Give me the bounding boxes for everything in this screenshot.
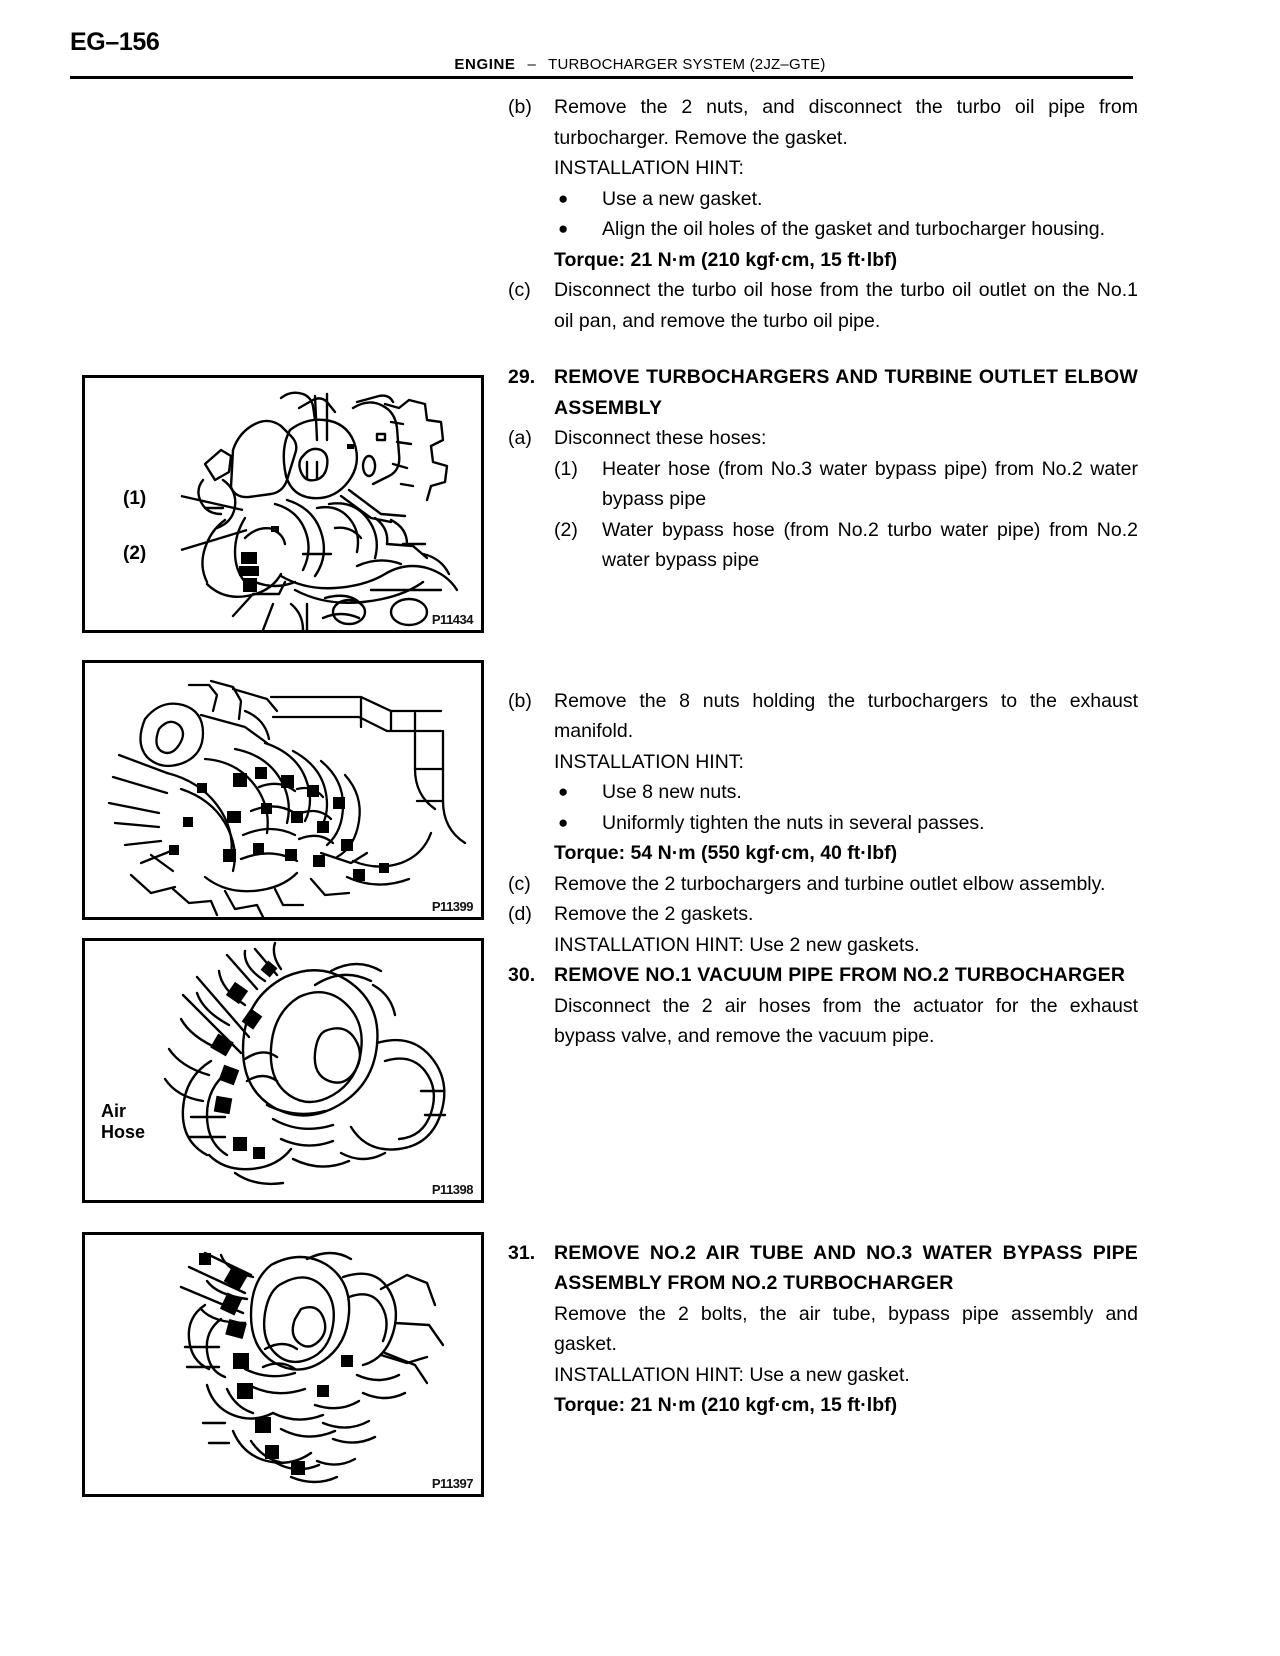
spacer-figure-gap — [508, 576, 1138, 686]
step-29b-torque: Torque: 54 N·m (550 kgf·cm, 40 ft·lbf) — [554, 842, 898, 864]
step-30-text: Disconnect the 2 air hoses from the actuator for the exhaust bypass valve, and remove the vacuum pipe. — [554, 994, 1138, 1047]
step-29d-marker: (d) — [508, 903, 532, 925]
header-dash: – — [527, 56, 537, 73]
step-28b-text: Remove the 2 nuts, and disconnect the turbo oil pipe from turbocharger. Remove the gasket. — [554, 96, 1138, 149]
step-29b-hint-label: INSTALLATION HINT: — [554, 750, 744, 773]
figure-vacuum-pipe-actuator — [82, 938, 484, 1203]
step-29a-text: Disconnect these hoses: — [554, 427, 767, 449]
figure-4-illustration — [85, 1235, 481, 1494]
step-29b-torque-row — [508, 838, 1138, 869]
figure-3-label-line-1: Air — [101, 1101, 127, 1121]
step-29a — [508, 423, 1138, 454]
bullet-dot-icon: ● — [558, 188, 569, 208]
spacer-before-step-29 — [508, 336, 1138, 362]
step-31-hint: INSTALLATION HINT: Use a new gasket. — [554, 1363, 910, 1386]
step-29c-marker: (c) — [508, 872, 531, 895]
step-28b-marker: (b) — [508, 96, 532, 118]
step-31-text: Remove the 2 bolts, the air tube, bypass pipe assembly and gasket. — [554, 1302, 1138, 1355]
step-29d-text: Remove the 2 gaskets. — [554, 903, 754, 925]
page-header — [0, 0, 1280, 80]
step-28b — [508, 92, 1138, 153]
step-29a-item-1-marker: (1) — [554, 457, 578, 480]
step-31-heading — [508, 1238, 1138, 1299]
step-29b-bullet-1-text: Use 8 new nuts. — [602, 781, 742, 803]
step-28b-hint-label-row — [508, 153, 1138, 184]
step-29-number: 29. — [508, 366, 536, 388]
step-29a-marker: (a) — [508, 427, 532, 449]
step-29b-bullet-2-text: Uniformly tighten the nuts in several passes. — [602, 811, 985, 834]
step-28b-bullet-1 — [554, 184, 1138, 215]
figure-3-air-hose-label — [101, 1101, 145, 1143]
figure-3-label-line-2: Hose — [101, 1122, 146, 1142]
step-28b-bullet-2-text: Align the oil holes of the gasket and turbocharger housing. — [602, 218, 1106, 240]
header-section-title — [0, 56, 1280, 73]
step-28c — [508, 275, 1138, 336]
step-28b-torque-row — [508, 245, 1138, 276]
step-29d — [508, 899, 1138, 930]
step-30-heading — [508, 960, 1138, 991]
step-31-torque: Torque: 21 N·m (210 kgf·cm, 15 ft·lbf) — [554, 1394, 898, 1416]
figure-4-id: P11397 — [431, 1476, 473, 1491]
bullet-dot-icon: ● — [558, 219, 569, 238]
figure-2-illustration — [85, 663, 481, 917]
step-31-hint-row — [508, 1360, 1138, 1391]
figure-1-callout-2: (2) — [123, 543, 147, 564]
step-28b-hint-label: INSTALLATION HINT: — [554, 157, 744, 179]
step-29-heading — [508, 362, 1138, 423]
header-subject: TURBOCHARGER SYSTEM (2JZ–GTE) — [548, 56, 826, 73]
step-29c — [508, 869, 1138, 900]
step-31-torque-row — [508, 1390, 1138, 1421]
step-30-number: 30. — [508, 964, 536, 986]
step-29a-item-2 — [508, 515, 1138, 576]
header-section-bold: ENGINE — [454, 56, 516, 73]
step-29a-item-1-text: Heater hose (from No.3 water bypass pipe) from No.2 water bypass pipe — [602, 457, 1138, 510]
figure-3-illustration — [85, 941, 481, 1200]
step-29b-marker: (b) — [508, 689, 532, 712]
step-31-number: 31. — [508, 1241, 536, 1264]
bullet-dot-icon: ● — [558, 812, 569, 832]
step-29b-bullet-1 — [554, 777, 1138, 808]
step-30-title: REMOVE NO.1 VACUUM PIPE FROM NO.2 TURBOCHARGER — [554, 964, 1126, 986]
step-29c-text: Remove the 2 turbochargers and turbine outlet elbow assembly. — [554, 872, 1106, 895]
step-29b — [508, 686, 1138, 747]
step-29a-item-2-marker: (2) — [554, 518, 578, 541]
figure-turbo-hoses — [82, 375, 484, 633]
instructions-column — [508, 92, 1138, 1421]
figure-1-id: P11434 — [431, 612, 473, 627]
step-31-body-row — [508, 1299, 1138, 1360]
step-29b-text: Remove the 8 nuts holding the turbochargers to the exhaust manifold. — [554, 689, 1138, 742]
step-28c-text: Disconnect the turbo oil hose from the turbo oil outlet on the No.1 oil pan, and remove the turbo oil pipe. — [554, 279, 1138, 332]
step-29-title: REMOVE TURBOCHARGERS AND TURBINE OUTLET ELBOW ASSEMBLY — [554, 366, 1138, 419]
step-31-title: REMOVE NO.2 AIR TUBE AND NO.3 WATER BYPASS PIPE ASSEMBLY FROM NO.2 TURBOCHARGER — [554, 1241, 1138, 1294]
page-number: EG–156 — [70, 28, 160, 56]
figure-1-callout-1: (1) — [123, 488, 147, 509]
figure-turbocharger-nuts — [82, 660, 484, 920]
spacer-before-step-31 — [508, 1052, 1138, 1238]
figure-3-id: P11398 — [431, 1182, 473, 1197]
step-29a-item-2-text: Water bypass hose (from No.2 turbo water pipe) from No.2 water bypass pipe — [602, 518, 1138, 571]
bullet-dot-icon: ● — [558, 782, 569, 801]
step-28b-bullet-2 — [554, 214, 1138, 245]
step-28b-bullet-1-text: Use a new gasket. — [602, 187, 763, 210]
step-28c-marker: (c) — [508, 279, 531, 301]
header-divider — [70, 76, 1133, 79]
step-29a-item-1 — [508, 454, 1138, 515]
figure-air-tube-bypass-pipe — [82, 1232, 484, 1497]
step-29d-hint-row — [508, 930, 1138, 961]
step-29d-hint: INSTALLATION HINT: Use 2 new gaskets. — [554, 933, 920, 956]
step-29b-hint-label-row — [508, 747, 1138, 778]
step-29b-bullet-2 — [554, 808, 1138, 839]
figure-2-id: P11399 — [431, 899, 473, 914]
step-28b-torque: Torque: 21 N·m (210 kgf·cm, 15 ft·lbf) — [554, 248, 898, 271]
step-30-body-row — [508, 991, 1138, 1052]
